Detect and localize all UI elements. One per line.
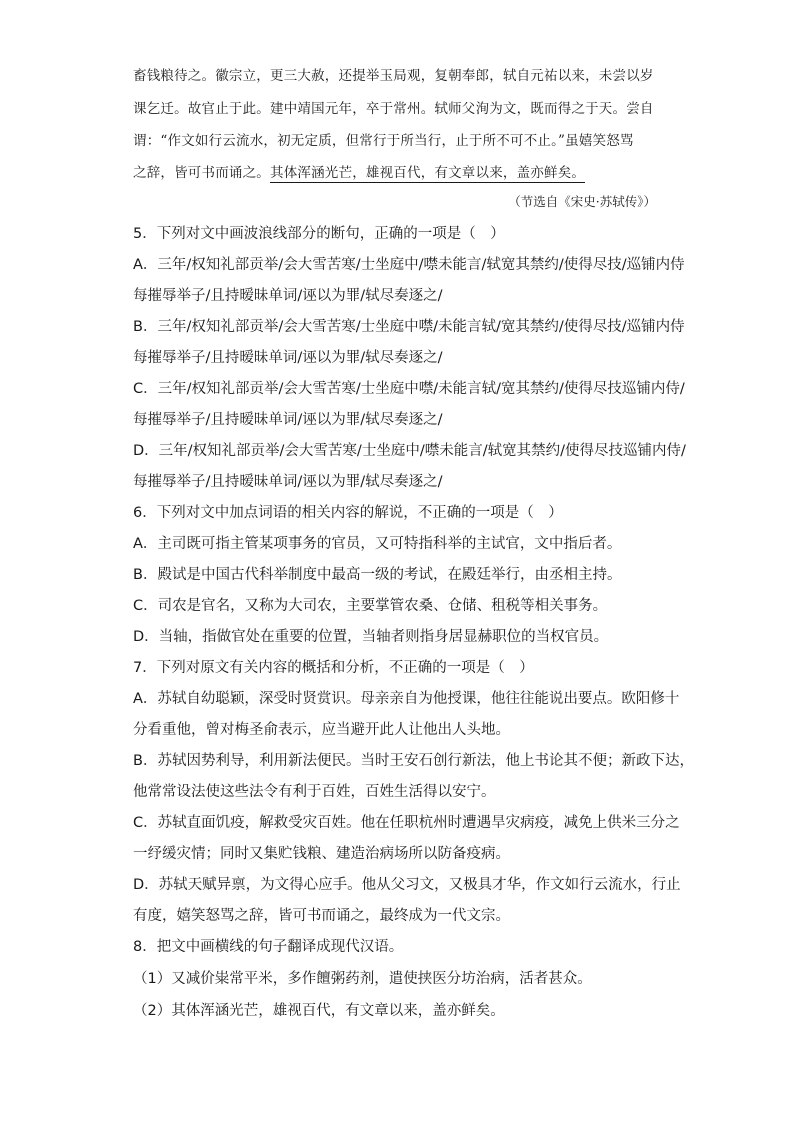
passage-line: 畜钱粮待之。徽宗立，更三大赦，还提举玉局观，复朝奉郎，轼自元祐以来，未尝以岁 xyxy=(133,68,654,84)
passage-text: 之辞，皆可书而诵之。 xyxy=(133,165,270,181)
underlined-sentence: 其体浑涵光芒，雄视百代，有文章以来，盖亦鲜矣。 xyxy=(270,165,586,181)
option-c-cont: 每摧辱举子/且持暧昧单词/诬以为罪/轼尽奏逐之/ xyxy=(133,412,443,428)
passage-line: 课乞迁。故官止于此。建中靖国元年，卒于常州。轼师父洵为文，既而得之于天。尝自 xyxy=(133,101,654,117)
option-a-cont: 每摧辱举子/且持暧昧单词/诬以为罪/轼尽奏逐之/ xyxy=(133,288,443,304)
option-a-cont: 分看重他，曾对梅圣俞表示，应当避开此人让他出人头地。 xyxy=(133,722,510,738)
option-b-cont: 每摧辱举子/且持暧昧单词/诬以为罪/轼尽奏逐之/ xyxy=(133,350,443,366)
option-d: D．苏轼天赋异禀，为文得心应手。他从父习文，又极具才华，作文如行云流水，行止 xyxy=(133,877,681,893)
option-b-cont: 他常常设法使这些法令有利于百姓，百姓生活得以安宁。 xyxy=(133,784,496,800)
question-stem: 7．下列对原文有关内容的概括和分析，不正确的一项是（ ） xyxy=(133,660,534,676)
option-c: C．三年/权知礼部贡举/会大雪苦寒/士坐庭中噤/未能言轼/宽其禁约/使得尽技巡铺内侍/ xyxy=(133,381,685,397)
option-a: A．苏轼自幼聪颖，深受时贤赏识。母亲亲自为他授课，他往往能说出要点。欧阳修十 xyxy=(133,691,680,707)
question-stem: 5．下列对文中画波浪线部分的断句，正确的一项是（ ） xyxy=(133,226,505,242)
option-b: B．三年/权知礼部贡举/会大雪苦寒/士坐庭中噤/未能言轼/宽其禁约/使得尽技/巡铺内侍 xyxy=(133,319,685,335)
option-b: B．殿试是中国古代科举制度中最高一级的考试，在殿廷举行，由丞相主持。 xyxy=(133,567,622,583)
option-a: A．三年/权知礼部贡举/会大雪苦寒/士坐庭中/噤未能言/轼宽其禁约/使得尽技/巡铺内侍 xyxy=(133,257,685,273)
option-d-cont: 每摧辱举子/且持暧昧单词/诬以为罪/轼尽奏逐之/ xyxy=(133,474,443,490)
option-c: C．司农是官名，又称为大司农，主要掌管农桑、仓储、租税等相关事务。 xyxy=(133,598,608,614)
passage-line: 谓：“作文如行云流水，初无定质，但常行于所当行，止于所不可不止。”虽嬉笑怒骂 xyxy=(133,133,634,149)
question-stem: 8．把文中画横线的句子翻译成现代汉语。 xyxy=(133,939,404,955)
option-b: B．苏轼因势利导，利用新法便民。当时王安石创行新法，他上书论其不便；新政下达， xyxy=(133,753,694,769)
passage-source: （节选自《宋史·苏轼传》） xyxy=(508,194,656,209)
option-d: D．当轴，指做官处在重要的位置，当轴者则指身居显赫职位的当权官员。 xyxy=(133,629,609,645)
option-d-cont: 有度，嬉笑怒骂之辞，皆可书而诵之，最终成为一代文宗。 xyxy=(133,908,510,924)
option-c-cont: 一纾缓灾情；同时又集贮钱粮、建造治病场所以防备疫病。 xyxy=(133,846,510,862)
translation-item-2: （2）其体浑涵光芒，雄视百代，有文章以来，盖亦鲜矣。 xyxy=(133,1003,505,1019)
option-d: D．三年/权知礼部贡举/会大雪苦寒/士坐庭中/噤未能言/轼宽其禁约/使得尽技巡铺内侍/ xyxy=(133,443,686,459)
translation-item-1: （1）又减价粜常平米，多作饘粥药剂，遣使挟医分坊治病，活者甚众。 xyxy=(133,971,592,987)
passage-line xyxy=(133,163,585,183)
question-stem: 6．下列对文中加点词语的相关内容的解说，不正确的一项是（ ） xyxy=(133,505,563,521)
option-a: A．主司既可指主管某项事务的官员，又可特指科举的主试官，文中指后者。 xyxy=(133,536,622,552)
option-c: C．苏轼直面饥疫，解救受灾百姓。他在任职杭州时遭遇旱灾病疫，减免上供米三分之 xyxy=(133,815,680,831)
